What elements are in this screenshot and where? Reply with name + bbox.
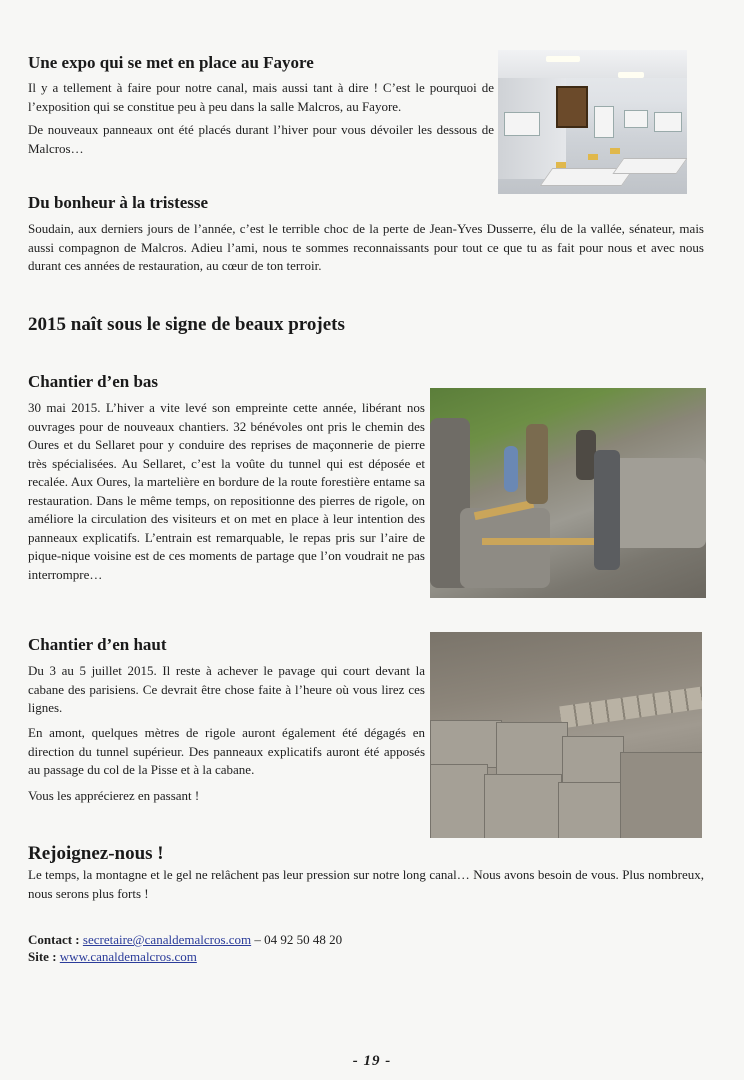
contact-line: Contact : secretaire@canaldemalcros.com – 04 92 50 48 20: [28, 932, 343, 947]
bonheur-title: Du bonheur à la tristesse: [28, 193, 209, 212]
contact-label: Contact: [28, 932, 73, 947]
chantier-haut-paragraph-3: Vous les apprécierez en passant !: [28, 788, 200, 803]
site-link[interactable]: www.canaldemalcros.com: [59, 949, 197, 964]
chantier-bas-title: Chantier d’en bas: [28, 372, 159, 391]
contact-email-link[interactable]: secretaire@canaldemalcros.com: [82, 932, 252, 947]
bonheur-paragraph: Soudain, aux derniers jours de l’année, c’est le terrible choc de la perte de Jean-Yves Dusserre, élu de la vallée, sénateur, mais aussi compagnon de Malcros. Adieu l’ami, nous te sommes reconnaissants pour tout ce que tu as fait pour nous et avec nous durant ces années de restauration, au cœur de ton terroir.: [28, 221, 704, 273]
chantier-haut-title: Chantier d’en haut: [28, 635, 167, 654]
page-number: - 19 -: [352, 1053, 392, 1069]
rejoignez-title: Rejoignez-nous !: [28, 843, 164, 864]
expo-title: Une expo qui se met en place au Fayore: [28, 53, 314, 72]
exhibition-room-photo: [498, 50, 687, 194]
site-line: Site : www.canaldemalcros.com: [28, 949, 197, 964]
contact-phone: – 04 92 50 48 20: [254, 932, 343, 947]
expo-paragraph-2: De nouveaux panneaux ont été placés durant l’hiver pour vous dévoiler les dessous de Malcros…: [28, 122, 494, 156]
site-label: Site: [28, 949, 49, 964]
chantier-bas-paragraph: 30 mai 2015. L’hiver a vite levé son empreinte cette année, libérant nos ouvrages pour de nouveaux chantiers. 32 bénévoles ont pris le chemin des Oures et du Sellaret pour y conduire des reprises de maçonnerie de pierre très spécialisées. Au Sellaret, c’est la voûte du tunnel qui est déposée et recalée. Aux Oures, la martelière en bordure de la route forestière entame sa restauration. Dans le même temps, on repositionne des pierres de rigole, on améliore la circulation des visiteurs et on met en place à leur intention des panneaux explicatifs. L’entrain est remarquable, le repas pris sur l’aire de pique-nique voisine est de ces moments de partage que l’on voudrait ne pas interrompre…: [28, 400, 425, 582]
chantier-haut-paragraph-2: En amont, quelques mètres de rigole auront également été dégagés en direction du tunnel supérieur. Des panneaux explicatifs auront été apposés au passage du col de la Pisse et à la cabane.: [28, 725, 425, 777]
rejoignez-paragraph: Le temps, la montagne et le gel ne relâchent pas leur pression sur notre long canal… Nous avons besoin de vous. Plus nombreux, nous serons plus forts !: [28, 867, 704, 901]
chantier-haut-paragraph-1: Du 3 au 5 juillet 2015. Il reste à achever le pavage qui court devant la cabane des parisiens. Ce devrait être chose faite à l’heure où vous lirez ces lignes.: [28, 663, 425, 715]
volunteers-worksite-photo: [430, 388, 706, 598]
projets-title: 2015 naît sous le signe de beaux projets: [28, 314, 345, 335]
paving-worksite-photo: [430, 632, 702, 838]
expo-paragraph-1: Il y a tellement à faire pour notre canal, mais aussi tant à dire ! C’est le pourquoi de l’exposition qui se constitue peu à peu dans la salle Malcros, au Fayore.: [28, 80, 494, 114]
